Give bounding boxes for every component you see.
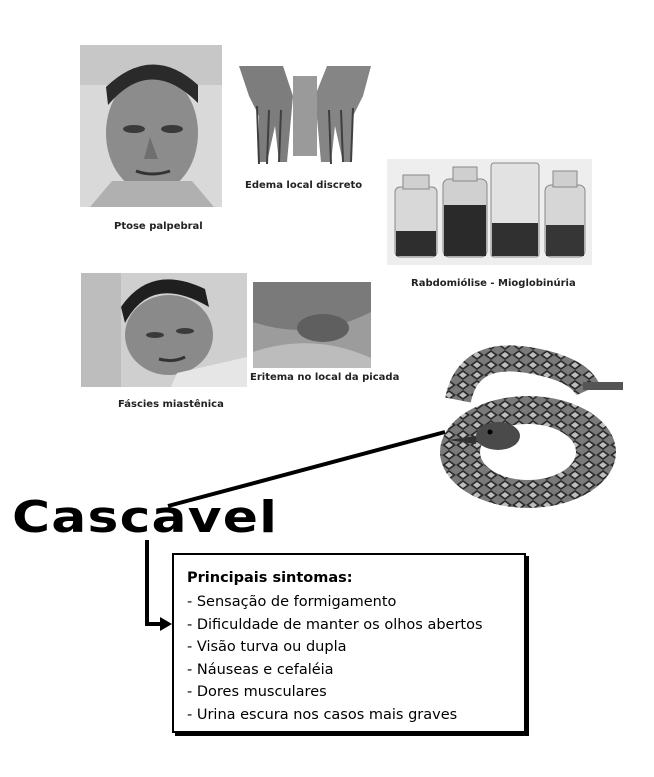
- symptom-item: - Visão turva ou dupla: [187, 639, 347, 656]
- symptoms-list: [187, 591, 524, 727]
- symptoms-heading: Principais sintomas:: [187, 570, 353, 586]
- symptom-item: - Dificuldade de manter os olhos abertos: [187, 616, 483, 633]
- symptom-item: - Urina escura nos casos mais graves: [187, 706, 458, 723]
- symptom-item: - Náuseas e cefaléia: [187, 661, 334, 678]
- arrow-shaft: [147, 540, 162, 624]
- caption-fascies-miastenica: Fáscies miastênica: [118, 399, 224, 410]
- caption-edema-local: Edema local discreto: [245, 180, 363, 191]
- arrow-head: [160, 617, 172, 631]
- symptom-item: - Dores musculares: [187, 684, 327, 701]
- title-cascavel: Cascavel: [12, 492, 279, 543]
- caption-eritema: Eritema no local da picada: [250, 372, 400, 383]
- symptoms-box: [172, 553, 526, 733]
- caption-rabdomiolise: Rabdomiólise - Mioglobinúria: [411, 278, 576, 289]
- caption-ptose-palpebral: Ptose palpebral: [114, 221, 203, 232]
- symptom-item: - Sensação de formigamento: [187, 594, 397, 610]
